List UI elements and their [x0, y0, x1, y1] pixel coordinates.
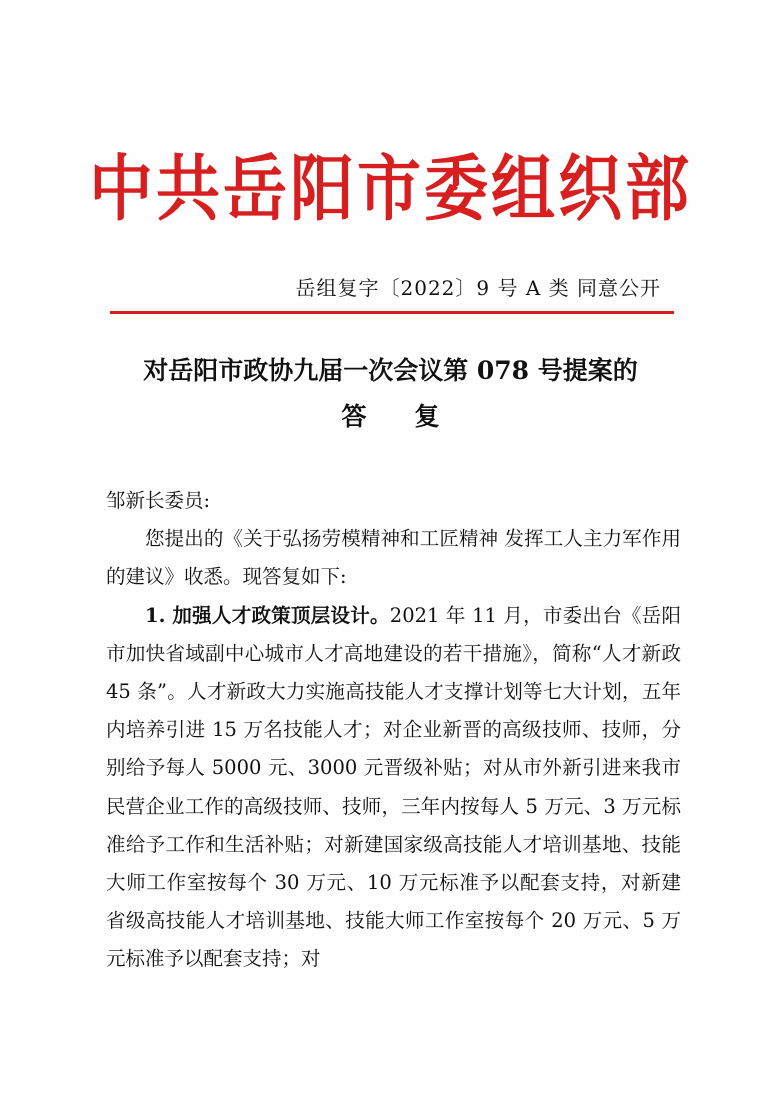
red-divider-line — [110, 311, 674, 314]
paragraph-talent-policy — [106, 597, 681, 979]
paragraph-text: 2021 年 11 月，市委出台《岳阳市加快省域副中心城市人才高地建设的若干措施》，简称“人才新政 45 条”。人才新政大力实施高技能人才支撑计划等七大计划，五年内培养引进 15 万名技能人才；对企业新晋的高级技师、技师，分别给予每人 5000 元、3000 元晋级补贴；对从市外新引进来我市民营企业工作的高级技师、技师，三年内按每人 5 万元、3 万元标准给予工作和生活补贴；对新建国家级高技能人才培训基地、技能大师工作室按每个 30 万元、10 万元标准予以配套支持，对新建省级高技能人才培训基地、技能大师工作室按每个 20 万元、5 万元标准予以配套支持；对 — [106, 603, 681, 971]
letterhead-title: 中共岳阳市委组织部 — [89, 147, 692, 232]
document-body — [106, 482, 681, 979]
title-line-1: 对岳阳市政协九届一次会议第 078 号提案的 — [143, 356, 638, 385]
paragraph-heading: 1. 加强人才政策顶层设计。 — [145, 603, 390, 627]
salutation: 邹新长委员: — [106, 489, 211, 512]
document-title — [0, 348, 781, 440]
title-line-2: 答复 — [341, 402, 488, 431]
document-number: 岳组复字〔2022〕9 号 A 类 同意公开 — [295, 276, 661, 300]
paragraph-acknowledgement: 您提出的《关于弘扬劳模精神和工匠精神 发挥工人主力军作用的建议》收悉。现答复如下: — [106, 527, 681, 589]
